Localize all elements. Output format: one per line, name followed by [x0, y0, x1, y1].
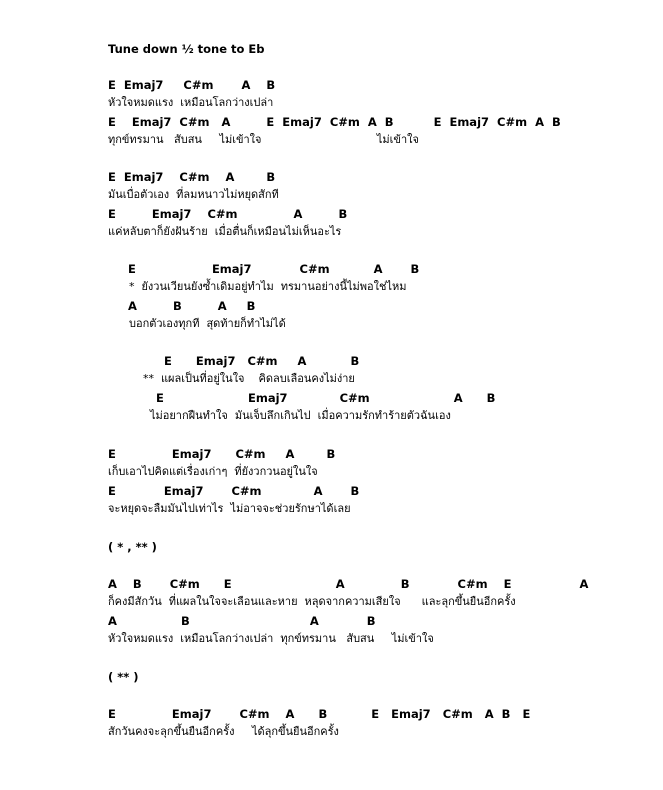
lyric-line: * ยังวนเวียนยังซ้ำเดิมอยู่ทำไม ทรมานอย่างนี้ไม่พอใช่ไหม [108, 280, 407, 293]
lyric-line: ไม่อยากฝืนทำใจ มันเจ็บลึกเกินไป เมื่อความรักทำร้ายตัวฉันเอง [108, 409, 451, 422]
lyric-line: จะหยุดจะลืมมันไปเท่าไร ไม่อาจจะช่วยรักษาได้เลย [108, 502, 351, 515]
chord-line: A B A B [108, 299, 256, 313]
lyric-line: หัวใจหมดแรง เหมือนโลกว่างเปล่า ทุกข์ทรมาน สับสน ไม่เข้าใจ [108, 632, 434, 645]
lyric-line: สักวันคงจะลุกขึ้นยืนอีกครั้ง ได้ลุกขึ้นยืนอีกครั้ง [108, 725, 339, 738]
lyric-line: เก็บเอาไปคิดแต่เรื่องเก่าๆ ที่ยังวกวนอยู่ในใจ [108, 465, 318, 478]
chord-line: E Emaj7 C#m A B [108, 170, 276, 184]
sheet-title: Tune down ½ tone to Eb [108, 42, 265, 56]
chord-line: E Emaj7 C#m A B [108, 354, 360, 368]
chord-line: E Emaj7 C#m A B [108, 391, 496, 405]
lyric-line: แค่หลับตาก็ยังฝันร้าย เมื่อตื่นก็เหมือนไม่เห็นอะไร [108, 225, 342, 238]
lyric-line: บอกตัวเองทุกที สุดท้ายก็ทำไม่ได้ [108, 317, 286, 330]
chord-line: A B A B [108, 614, 376, 628]
lyric-line: มันเบื่อตัวเอง ที่ลมหนาวไม่หยุดสักที [108, 188, 279, 201]
lyric-line: หัวใจหมดแรง เหมือนโลกว่างเปล่า [108, 96, 274, 109]
lyric-line: ก็คงมีสักวัน ที่แผลในใจจะเลือนและหาย หลุดจากความเสียใจ และลุกขึ้นยืนอีกครั้ง [108, 595, 516, 608]
chord-line: E Emaj7 C#m A B [108, 484, 360, 498]
chord-line: E Emaj7 C#m A E Emaj7 C#m A B E Emaj7 C#m A B [108, 115, 561, 129]
chord-line: E Emaj7 C#m A B [108, 262, 420, 276]
chord-line: A B C#m E A B C#m E A [108, 577, 589, 591]
chord-line: E Emaj7 C#m A B [108, 447, 336, 461]
chord-line: E Emaj7 C#m A B [108, 207, 348, 221]
section-reference: ( ** ) [108, 670, 139, 684]
chord-line: E Emaj7 C#m A B [108, 78, 276, 92]
lyric-line: ** แผลเป็นที่อยู่ในใจ คิดลบเลือนคงไม่ง่าย [108, 372, 355, 385]
chord-line: E Emaj7 C#m A B E Emaj7 C#m A B E [108, 707, 531, 721]
lyric-line: ทุกข์ทรมาน สับสน ไม่เข้าใจ ไม่เข้าใจ [108, 133, 419, 146]
section-reference: ( * , ** ) [108, 540, 157, 554]
